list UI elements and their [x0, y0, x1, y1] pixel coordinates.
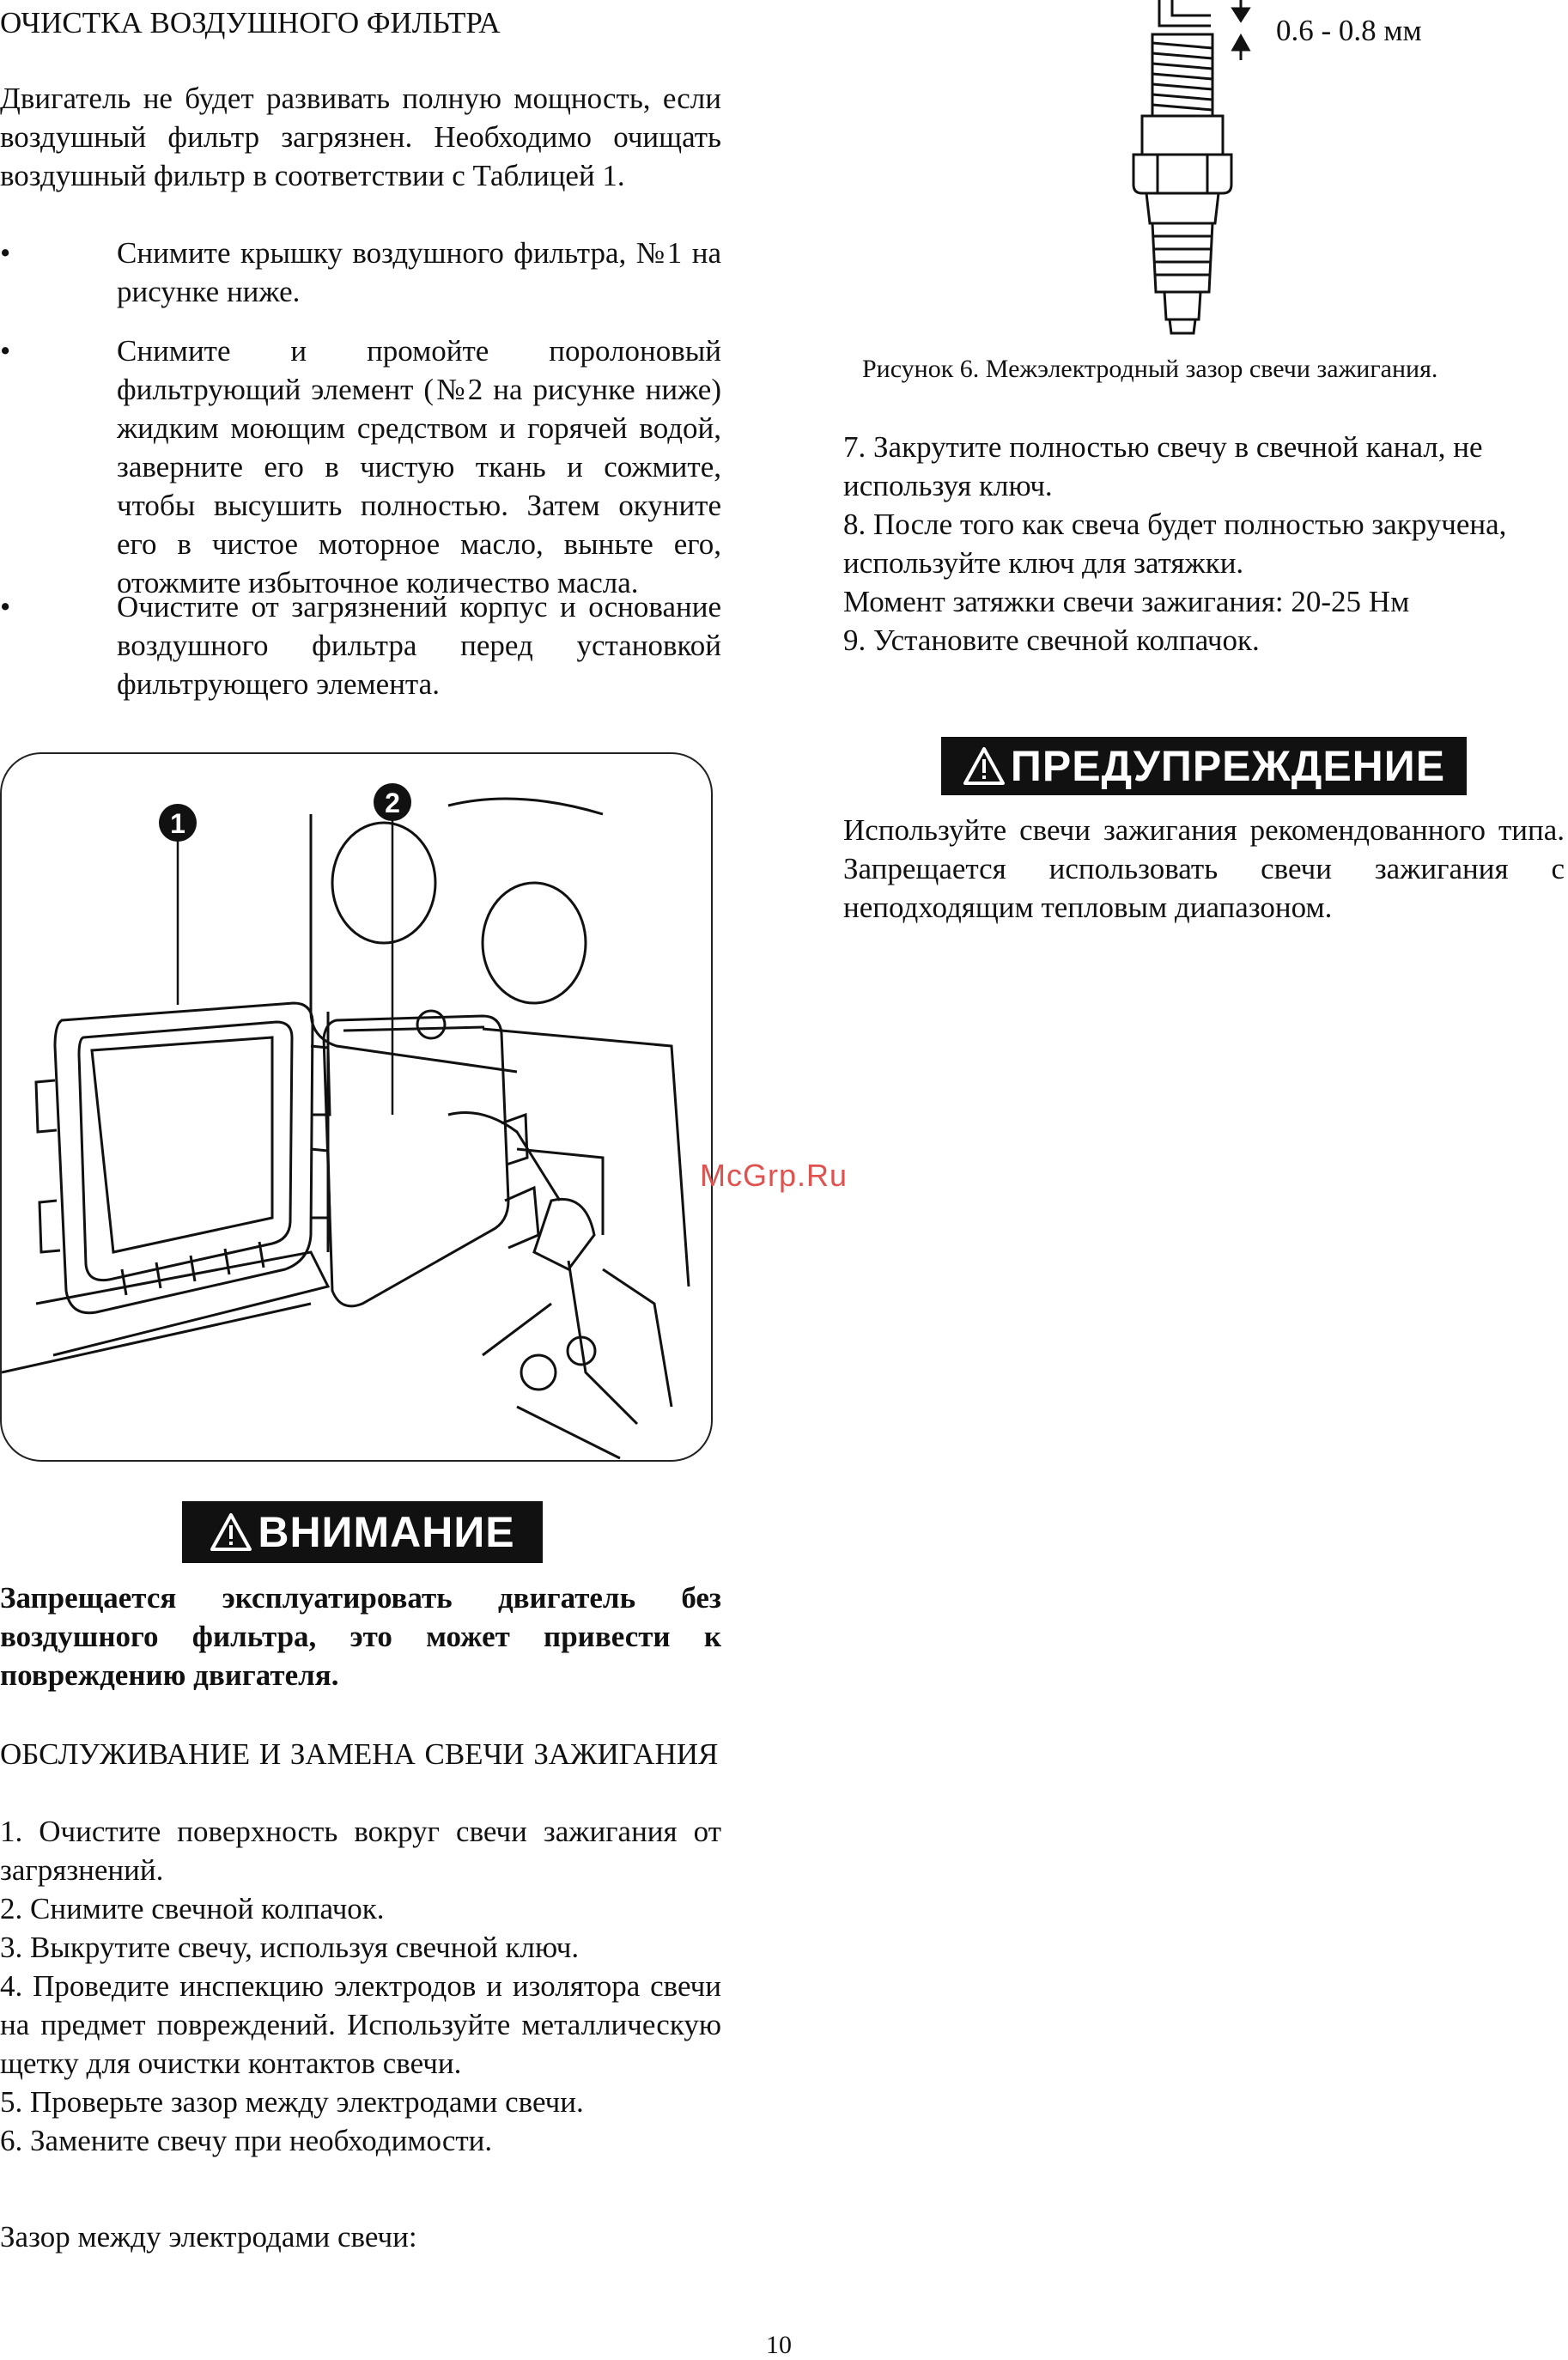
watermark: McGrp.Ru [700, 1158, 848, 1193]
bullet-marker: • [0, 590, 11, 623]
bullet-text: Снимите и промойте поролоновый фильтрующий элемент (№2 на рисунке ниже) жидким моющим средством и горячей водой, заверните его в чистую ткань и сожмите, чтобы высушить полностью. Затем окуните его в чистое моторное масло, выньте его, отожмите избыточное количество масла. [117, 334, 721, 599]
step-item: 3. Выкрутите свечу, используя свечной ключ. [0, 1931, 580, 1964]
step-item: 8. После того как свеча будет полностью закручена, используйте ключ для затяжки. [843, 508, 1507, 580]
bullet-wash-element [0, 331, 721, 602]
air-filter-illustration [0, 752, 713, 1462]
step-item: 9. Установите свечной колпачок. [843, 623, 1260, 657]
bullet-marker: • [0, 334, 11, 368]
callout-2-label: 2 [385, 788, 400, 818]
step-item: 7. Закрутите полностью свечу в свечной канал, не используя ключ. [843, 430, 1483, 502]
attention-badge [182, 1501, 543, 1563]
spark-plug-steps-continued [843, 428, 1565, 660]
callout-1-label: 1 [170, 808, 185, 839]
warning-badge-label: ПРЕДУПРЕЖДЕНИЕ [1010, 742, 1446, 790]
gap-label: Зазор между электродами свечи: [0, 2220, 417, 2254]
warning-text: Используйте свечи зажигания рекомендованного типа. Запрещается использовать свечи зажигания с неподходящим тепловым диапазоном. [843, 813, 1565, 924]
page-title: ОЧИСТКА ВОЗДУШНОГО ФИЛЬТРА [0, 6, 501, 40]
spark-plug-steps [0, 1812, 721, 2160]
figure-caption: Рисунок 6. Межэлектродный зазор свечи зажигания. [862, 355, 1438, 383]
step-item: 5. Проверьте зазор между электродами свечи. [0, 2085, 584, 2119]
bullet-remove-cover [0, 234, 721, 311]
spark-plug-illustration [1108, 0, 1297, 339]
step-item: 2. Снимите свечной колпачок. [0, 1892, 385, 1925]
bullet-clean-housing [0, 587, 721, 703]
attention-badge-label: ВНИМАНИЕ [258, 1508, 515, 1556]
spark-plug-heading [0, 1735, 721, 1773]
torque-spec: Момент затяжки свечи зажигания: 20-25 Нм [843, 585, 1410, 618]
step-item: 1. Очистите поверхность вокруг свечи зажигания от загрязнений. [0, 1815, 721, 1887]
spark-plug-heading-text: ОБСЛУЖИВАНИЕ И ЗАМЕНА СВЕЧИ ЗАЖИГАНИЯ [0, 1737, 719, 1771]
bullet-text: Очистите от загрязнений корпус и основание воздушного фильтра перед установкой фильтрующего элемента. [117, 590, 721, 701]
step-item: 6. Замените свечу при необходимости. [0, 2124, 493, 2157]
bullet-text: Снимите крышку воздушного фильтра, №1 на рисунке ниже. [117, 236, 721, 308]
step-item: 4. Проведите инспекцию электродов и изолятора свечи на предмет повреждений. Используйте металлическую щетку для очистки контактов свечи. [0, 1969, 721, 2080]
attention-text: Запрещается эксплуатировать двигатель без воздушного фильтра, это может привести к повреждению двигателя. [0, 1581, 721, 1692]
warning-badge [941, 737, 1467, 795]
warning-triangle-icon [210, 1512, 252, 1552]
air-filter-intro: Двигатель не будет развивать полную мощность, если воздушный фильтр загрязнен. Необходимо очищать воздушный фильтр в соответствии с Таблицей 1. [0, 82, 721, 192]
bullet-marker: • [0, 236, 11, 270]
air-filter-drawing [2, 754, 711, 1460]
warning-triangle-icon [963, 746, 1006, 786]
gap-value: 0.6 - 0.8 мм [1276, 14, 1422, 47]
page-number: 10 [766, 2331, 792, 2359]
